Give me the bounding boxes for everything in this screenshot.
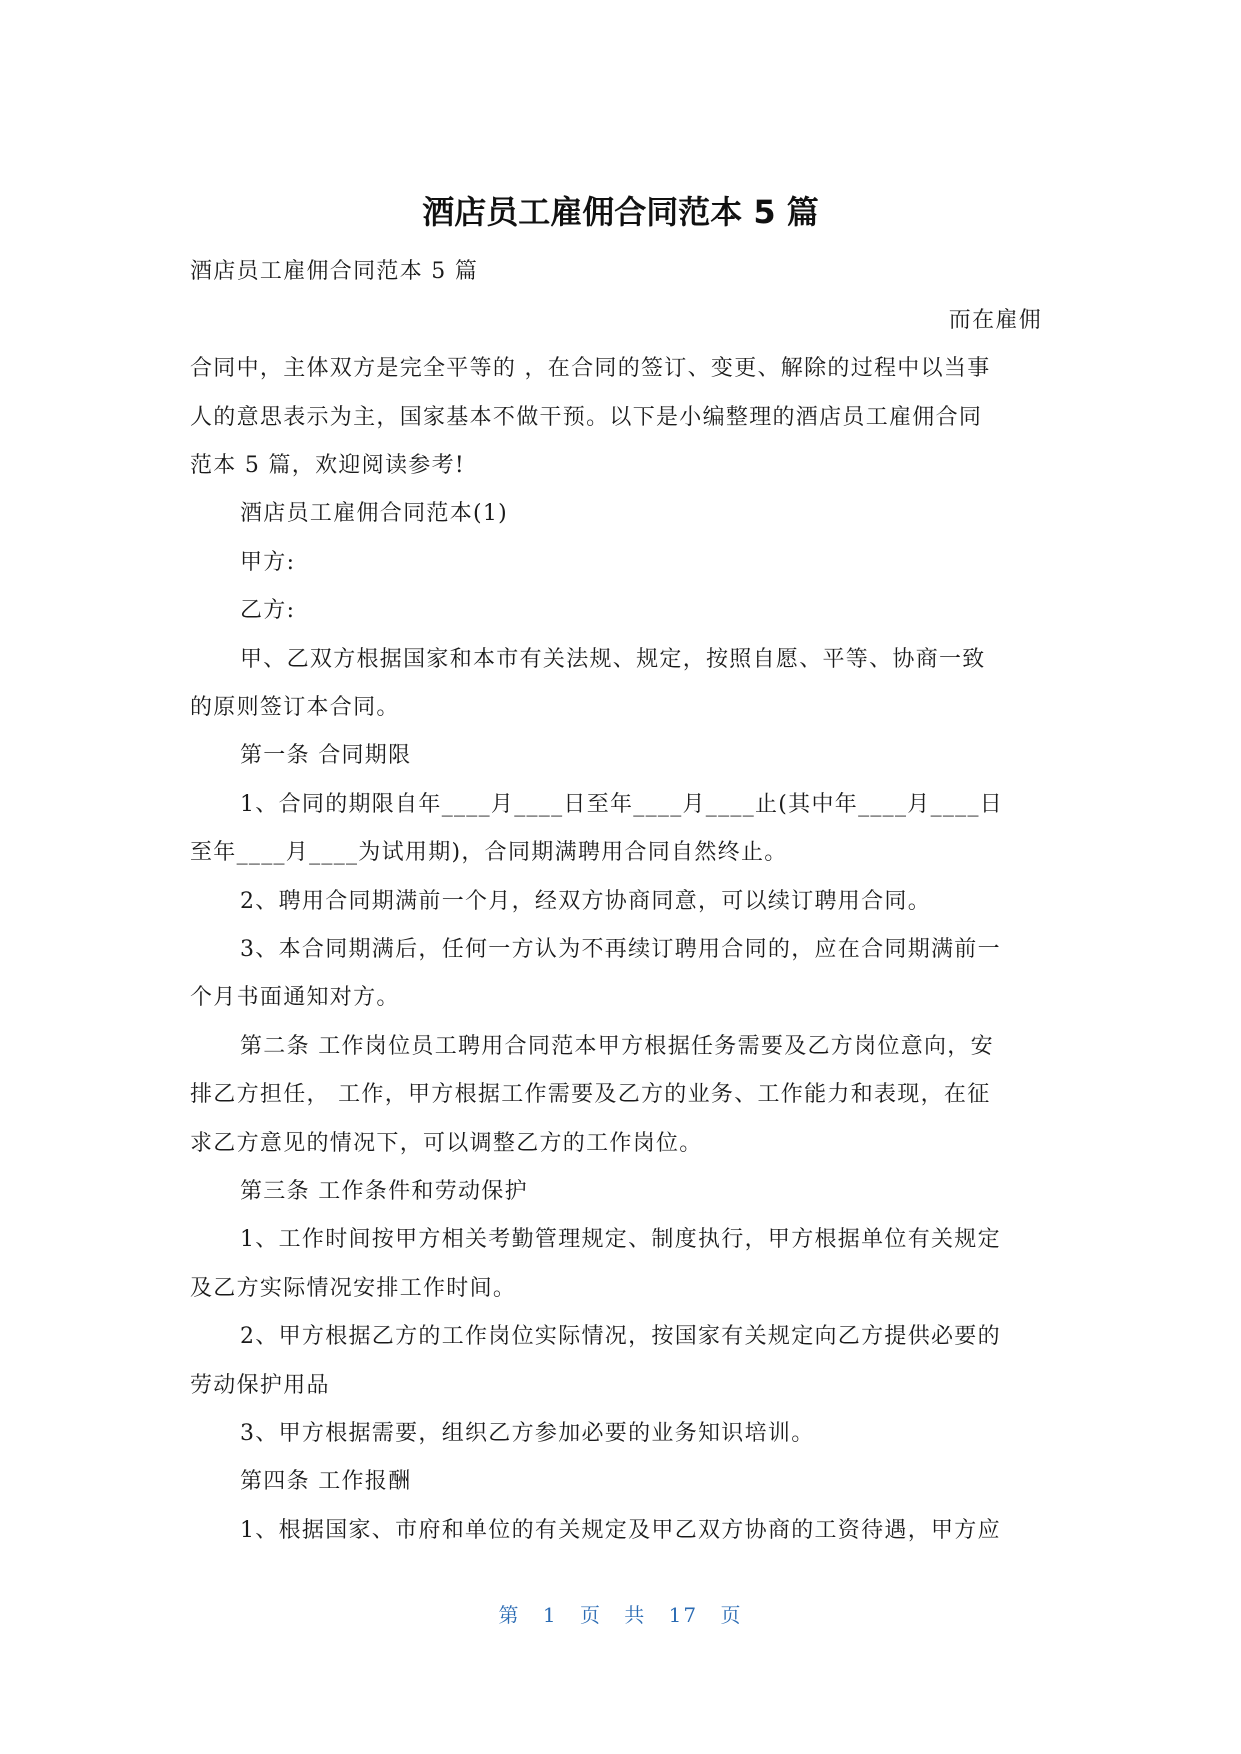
article-heading: 第三条 工作条件和劳动保护 [240,1179,528,1204]
text-line: 范本 5 篇，欢迎阅读参考! [190,453,466,478]
text-line: 合同中，主体双方是完全平等的 ，在合同的签订、变更、解除的过程中以当事 [190,356,991,381]
text-line: 1、合同的期限自年____月____日至年____月____止(其中年____月____日 [240,792,1004,817]
party-a-label: 甲方: [240,550,296,575]
document-title: 酒店员工雇佣合同范本 5 篇 [422,193,819,231]
subtitle-line: 酒店员工雇佣合同范本 5 篇 [190,259,479,284]
text-line: 个月书面通知对方。 [190,985,400,1010]
text-line: 甲、乙双方根据国家和本市有关法规、规定，按照自愿、平等、协商一致 [240,647,986,672]
text-line: 劳动保护用品 [190,1373,330,1398]
text-line: 及乙方实际情况安排工作时间。 [190,1276,517,1301]
article-heading: 第四条 工作报酬 [240,1469,412,1494]
article-heading: 第二条 工作岗位员工聘用合同范本甲方根据任务需要及乙方岗位意向，安 [240,1034,994,1059]
section-heading: 酒店员工雇佣合同范本(1) [240,501,509,526]
text-line: 排乙方担任， 工作，甲方根据工作需要及乙方的业务、工作能力和表现，在征 [190,1082,991,1107]
text-line: 3、本合同期满后，任何一方认为不再续订聘用合同的，应在合同期满前一 [240,937,1001,962]
text-line: 3、甲方根据需要，组织乙方参加必要的业务知识培训。 [240,1421,815,1446]
text-line: 至年____月____为试用期)，合同期满聘用合同自然终止。 [190,840,788,865]
page-number-footer: 第 1 页 共 17 页 [498,1603,743,1627]
text-line: 2、聘用合同期满前一个月，经双方协商同意，可以续订聘用合同。 [240,889,931,914]
text-line: 求乙方意见的情况下，可以调整乙方的工作岗位。 [190,1131,703,1156]
text-line: 1、根据国家、市府和单位的有关规定及甲乙双方协商的工资待遇，甲方应 [240,1518,1001,1543]
article-heading: 第一条 合同期限 [240,743,412,768]
text-line: 而在雇佣 [948,308,1042,333]
party-b-label: 乙方: [240,598,296,623]
text-line: 的原则签订本合同。 [190,695,400,720]
text-line: 1、工作时间按甲方相关考勤管理规定、制度执行，甲方根据单位有关规定 [240,1227,1001,1252]
text-line: 2、甲方根据乙方的工作岗位实际情况，按国家有关规定向乙方提供必要的 [240,1324,1001,1349]
text-line: 人的意思表示为主，国家基本不做干预。以下是小编整理的酒店员工雇佣合同 [190,405,983,430]
